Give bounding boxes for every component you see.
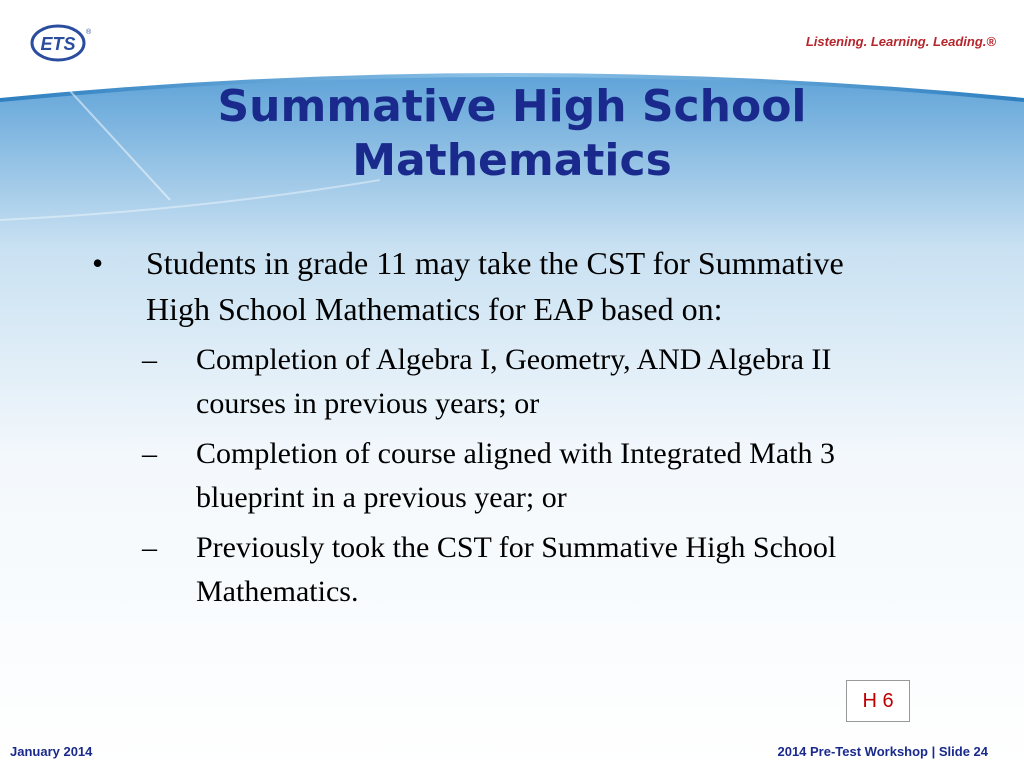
dash-marker: – — [142, 343, 157, 376]
tagline: Listening. Learning. Leading.® — [805, 34, 996, 49]
sub-item-1 — [142, 338, 912, 426]
bullet-item — [92, 240, 912, 332]
bullet-marker: • — [92, 245, 104, 281]
sub-item-3 — [142, 526, 912, 614]
title-line-1: Summative High School — [217, 81, 807, 132]
title-line-2: Mathematics — [352, 135, 672, 186]
dash-marker: – — [142, 531, 157, 564]
bullet-text: Students in grade 11 may take the CST for Summative High School Mathematics for EAP based on: — [146, 245, 844, 327]
sub-item-text: Completion of Algebra I, Geometry, AND Algebra II courses in previous years; or — [196, 343, 832, 420]
svg-text:ETS: ETS — [40, 34, 76, 54]
slide-content — [92, 240, 912, 614]
sub-item-2 — [142, 432, 912, 520]
sub-item-text: Completion of course aligned with Integrated Math 3 blueprint in a previous year; or — [196, 437, 836, 514]
reference-badge: H 6 — [846, 680, 910, 722]
svg-text:®: ® — [86, 29, 92, 36]
ets-logo — [30, 22, 92, 64]
sub-item-text: Previously took the CST for Summative High School Mathematics. — [196, 531, 837, 608]
slide-title — [0, 80, 1024, 188]
footer-date: January 2014 — [10, 744, 93, 759]
footer-slide-info: 2014 Pre-Test Workshop | Slide 24 — [777, 744, 988, 759]
dash-marker: – — [142, 437, 157, 470]
